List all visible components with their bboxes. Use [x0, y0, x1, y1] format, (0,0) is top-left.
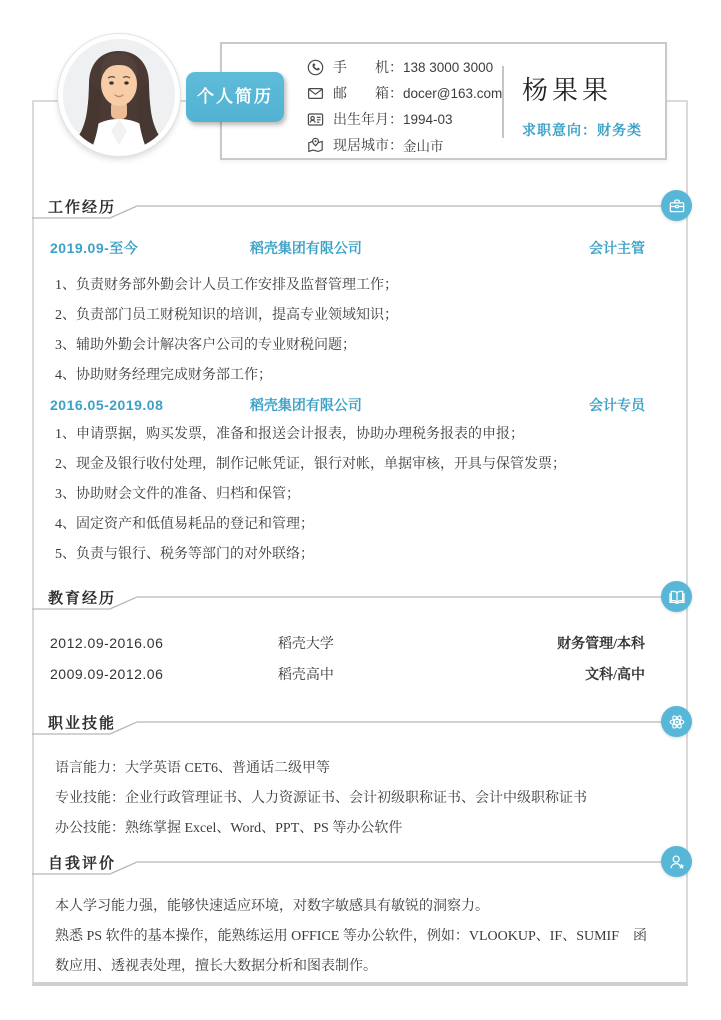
education-period: 2009.09-2012.06	[50, 666, 164, 682]
book-icon	[661, 581, 692, 612]
contact-value: 138 3000 3000	[403, 59, 494, 75]
contact-label: 邮 箱：	[333, 87, 403, 102]
section-header-work	[32, 192, 688, 226]
idcard-icon	[307, 111, 324, 128]
contact-value: 金山市	[403, 139, 444, 154]
education-row	[50, 633, 645, 653]
section-header-education	[32, 583, 688, 617]
section-title: 职业技能	[48, 716, 117, 732]
education-school: 稻壳大学	[277, 637, 334, 652]
section-title: 工作经历	[48, 200, 117, 216]
education-school: 稻壳高中	[277, 668, 334, 683]
job-intention: 求职意向：财务类	[522, 124, 642, 139]
contact-card	[220, 42, 667, 160]
resume-badge	[186, 72, 284, 122]
education-period: 2012.09-2016.06	[50, 635, 164, 651]
job-period: 2016.05-2019.08	[50, 397, 164, 413]
briefcase-icon	[661, 190, 692, 221]
job-company: 稻壳集团有限公司	[249, 399, 362, 414]
section-header-skills	[32, 708, 688, 742]
candidate-name: 杨果果	[522, 76, 613, 105]
profile-photo	[58, 34, 180, 156]
job-duty-item: 3、协助财会文件的准备、归档和保管；	[55, 487, 300, 502]
person-star-icon	[661, 846, 692, 877]
education-degree: 财务管理/本科	[557, 637, 645, 652]
job-duty-item: 1、申请票据，购买发票，准备和报送会计报表，协助办理税务报表的申报；	[55, 427, 524, 442]
job-company: 稻壳集团有限公司	[249, 242, 362, 257]
section-tab-line	[32, 848, 688, 882]
job-duty-item: 4、固定资产和低值易耗品的登记和管理；	[55, 517, 314, 532]
education-row	[50, 664, 645, 684]
evaluation-paragraph: 本人学习能力强，能够快速适应环境，对数字敏感具有敏锐的洞察力。	[55, 899, 489, 914]
evaluation-paragraph: 熟悉 PS 软件的基本操作，能熟练运用 OFFICE 等办公软件，例如：VLOOKUP、IF、SUMIF 函数应用、透视表处理，擅长大数据分析和图表制作。	[55, 929, 647, 974]
job-duty-item: 2、现金及银行收付处理，制作记帐凭证，银行对帐，单据审核，开具与保管发票；	[55, 457, 566, 472]
mail-icon	[307, 85, 324, 102]
skill-row: 办公技能：熟练掌握 Excel、Word、PPT、PS 等办公软件	[55, 821, 403, 836]
contact-label: 现居城市：	[333, 139, 403, 154]
section-tab-line	[32, 192, 688, 226]
section-tab-line	[32, 708, 688, 742]
resume-badge-label: 个人简历	[197, 87, 273, 106]
atom-icon	[661, 706, 692, 737]
contact-value: docer@163.com	[403, 85, 503, 101]
contact-row	[307, 136, 444, 154]
woman-portrait-illustration	[63, 39, 175, 151]
job-position: 会计专员	[588, 399, 645, 414]
skill-row: 语言能力：大学英语 CET6、普通话二级甲等	[55, 761, 330, 776]
skill-row: 专业技能：企业行政管理证书、人力资源证书、会计初级职称证书、会计中级职称证书	[55, 791, 587, 806]
location-icon	[307, 137, 324, 154]
job-duty-list	[55, 420, 647, 570]
job-duty-list	[55, 271, 647, 391]
job-duty-item: 1、负责财务部外勤会计人员工作安排及监督管理工作；	[55, 278, 398, 293]
contact-row	[307, 84, 502, 102]
section-tab-line	[32, 583, 688, 617]
job-duty-item: 4、协助财务经理完成财务部工作；	[55, 368, 272, 383]
vertical-divider	[502, 66, 504, 138]
contact-label: 出生年月：	[333, 113, 403, 128]
evaluation-text	[55, 892, 647, 982]
job-duty-item: 5、负责与银行、税务等部门的对外联络；	[55, 547, 314, 562]
section-header-evaluation	[32, 848, 688, 882]
contact-label: 手 机：	[333, 61, 403, 76]
section-title: 教育经历	[48, 591, 117, 607]
job-duty-item: 2、负责部门员工财税知识的培训，提高专业领域知识；	[55, 308, 398, 323]
job-position: 会计主管	[588, 242, 645, 257]
phone-icon	[307, 59, 324, 76]
job-period: 2019.09-至今	[50, 240, 139, 256]
contact-value: 1994-03	[403, 111, 453, 127]
education-degree: 文科/高中	[585, 668, 645, 683]
job-header-row	[50, 238, 645, 258]
contact-row	[307, 110, 453, 128]
job-duty-item: 3、辅助外勤会计解决客户公司的专业财税问题；	[55, 338, 356, 353]
section-title: 自我评价	[48, 856, 117, 872]
job-header-row	[50, 395, 645, 415]
contact-row	[307, 58, 493, 76]
